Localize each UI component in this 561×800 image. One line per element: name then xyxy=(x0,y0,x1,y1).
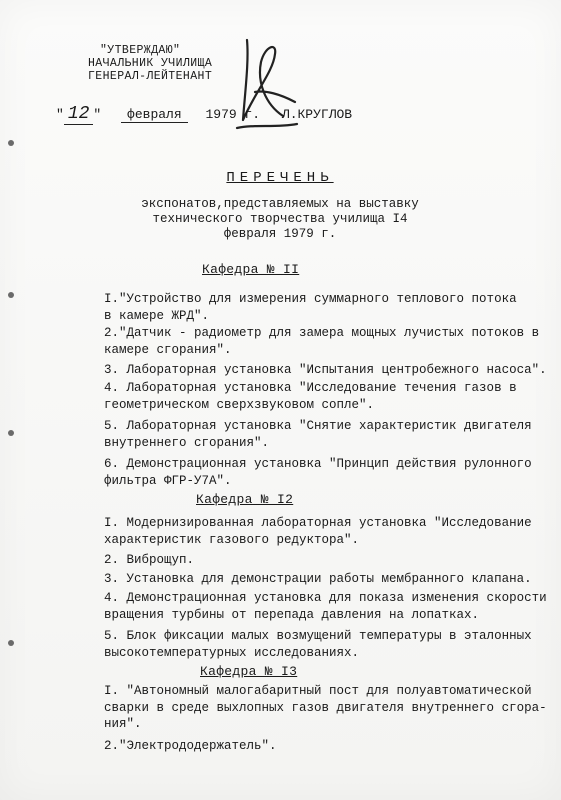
approval-block xyxy=(88,44,248,83)
item-line: ния". xyxy=(104,717,142,731)
punch-hole xyxy=(8,430,14,436)
document-title: ПЕРЕЧЕНЬ xyxy=(226,170,334,186)
document-subtitle xyxy=(130,197,430,242)
approval-word: "УТВЕРЖДАЮ" xyxy=(100,44,181,57)
item-line: I. Модернизированная лабораторная установка "Исследование xyxy=(104,516,532,530)
section-heading: Кафедра № I2 xyxy=(196,492,294,507)
item-line: высокотемпературных исследованиях. xyxy=(104,645,360,660)
approver-rank: ГЕНЕРАЛ-ЛЕЙТЕНАНТ xyxy=(88,70,213,83)
item-line: вращения турбины от перепада давления на лопатках. xyxy=(104,607,480,622)
item-line: I. "Автономный малогабаритный пост для полуавтоматической xyxy=(104,684,532,698)
signature-icon xyxy=(225,32,305,152)
list-item xyxy=(104,291,544,324)
item-line: в камере ЖРД". xyxy=(104,308,210,323)
list-item xyxy=(104,325,544,358)
list-item xyxy=(104,362,547,379)
item-line: 3. Лабораторная установка "Испытания центробежного насоса". xyxy=(104,363,547,377)
list-item xyxy=(104,515,544,548)
list-item xyxy=(104,380,544,413)
item-line: 2. Виброщуп. xyxy=(104,553,195,567)
list-item xyxy=(104,738,544,755)
approval-date-line: " 12 " февраля 1979 г. Л.КРУГЛОВ xyxy=(56,104,353,124)
date-month: февраля xyxy=(121,107,188,123)
item-line: сварки в среде выхлопных газов двигателя внутреннего сгора- xyxy=(104,700,547,715)
list-item xyxy=(104,628,544,661)
item-line: 6. Демонстрационная установка "Принцип действия рулонного xyxy=(104,457,532,471)
section-heading: Кафедра № I3 xyxy=(200,664,298,679)
signer-name: Л.КРУГЛОВ xyxy=(281,107,353,122)
list-item xyxy=(104,418,544,451)
subtitle-line: экспонатов,представляемых на выставку xyxy=(141,197,419,211)
subtitle-line: февраля 1979 г. xyxy=(223,227,337,241)
date-day: 12 xyxy=(64,104,94,125)
item-line: камере сгорания". xyxy=(104,342,232,357)
item-line: характеристик газового редуктора". xyxy=(104,532,360,547)
punch-hole xyxy=(8,292,14,298)
approver-position: НАЧАЛЬНИК УЧИЛИЩА xyxy=(88,57,213,70)
punch-hole xyxy=(8,140,14,146)
list-item xyxy=(104,456,544,489)
punch-hole xyxy=(8,640,14,646)
item-line: фильтра ФГР-У7А". xyxy=(104,473,232,488)
item-line: 2."Электрододержатель". xyxy=(104,739,277,753)
item-line: 4. Демонстрационная установка для показа изменения скорости xyxy=(104,591,547,605)
section-heading: Кафедра № II xyxy=(202,262,300,277)
list-item xyxy=(104,683,547,733)
list-item xyxy=(104,552,544,569)
item-line: I."Устройство для измерения суммарного теплового потока xyxy=(104,292,517,306)
item-line: 5. Лабораторная установка "Снятие характеристик двигателя xyxy=(104,419,532,433)
item-line: внутреннего сгорания". xyxy=(104,435,270,450)
subtitle-line: технического творчества училища I4 xyxy=(152,212,408,226)
list-item xyxy=(104,571,544,588)
list-item xyxy=(104,590,547,623)
item-line: 4. Лабораторная установка "Исследование течения газов в xyxy=(104,381,517,395)
item-line: 2."Датчик - радиометр для замера мощных лучистых потоков в xyxy=(104,326,540,340)
item-line: 5. Блок фиксации малых возмущений температуры в эталонных xyxy=(104,629,532,643)
item-line: геометрическом сверхзвуковом сопле". xyxy=(104,397,375,412)
date-year: 1979 г. xyxy=(205,107,261,122)
item-line: 3. Установка для демонстрации работы мембранного клапана. xyxy=(104,572,532,586)
